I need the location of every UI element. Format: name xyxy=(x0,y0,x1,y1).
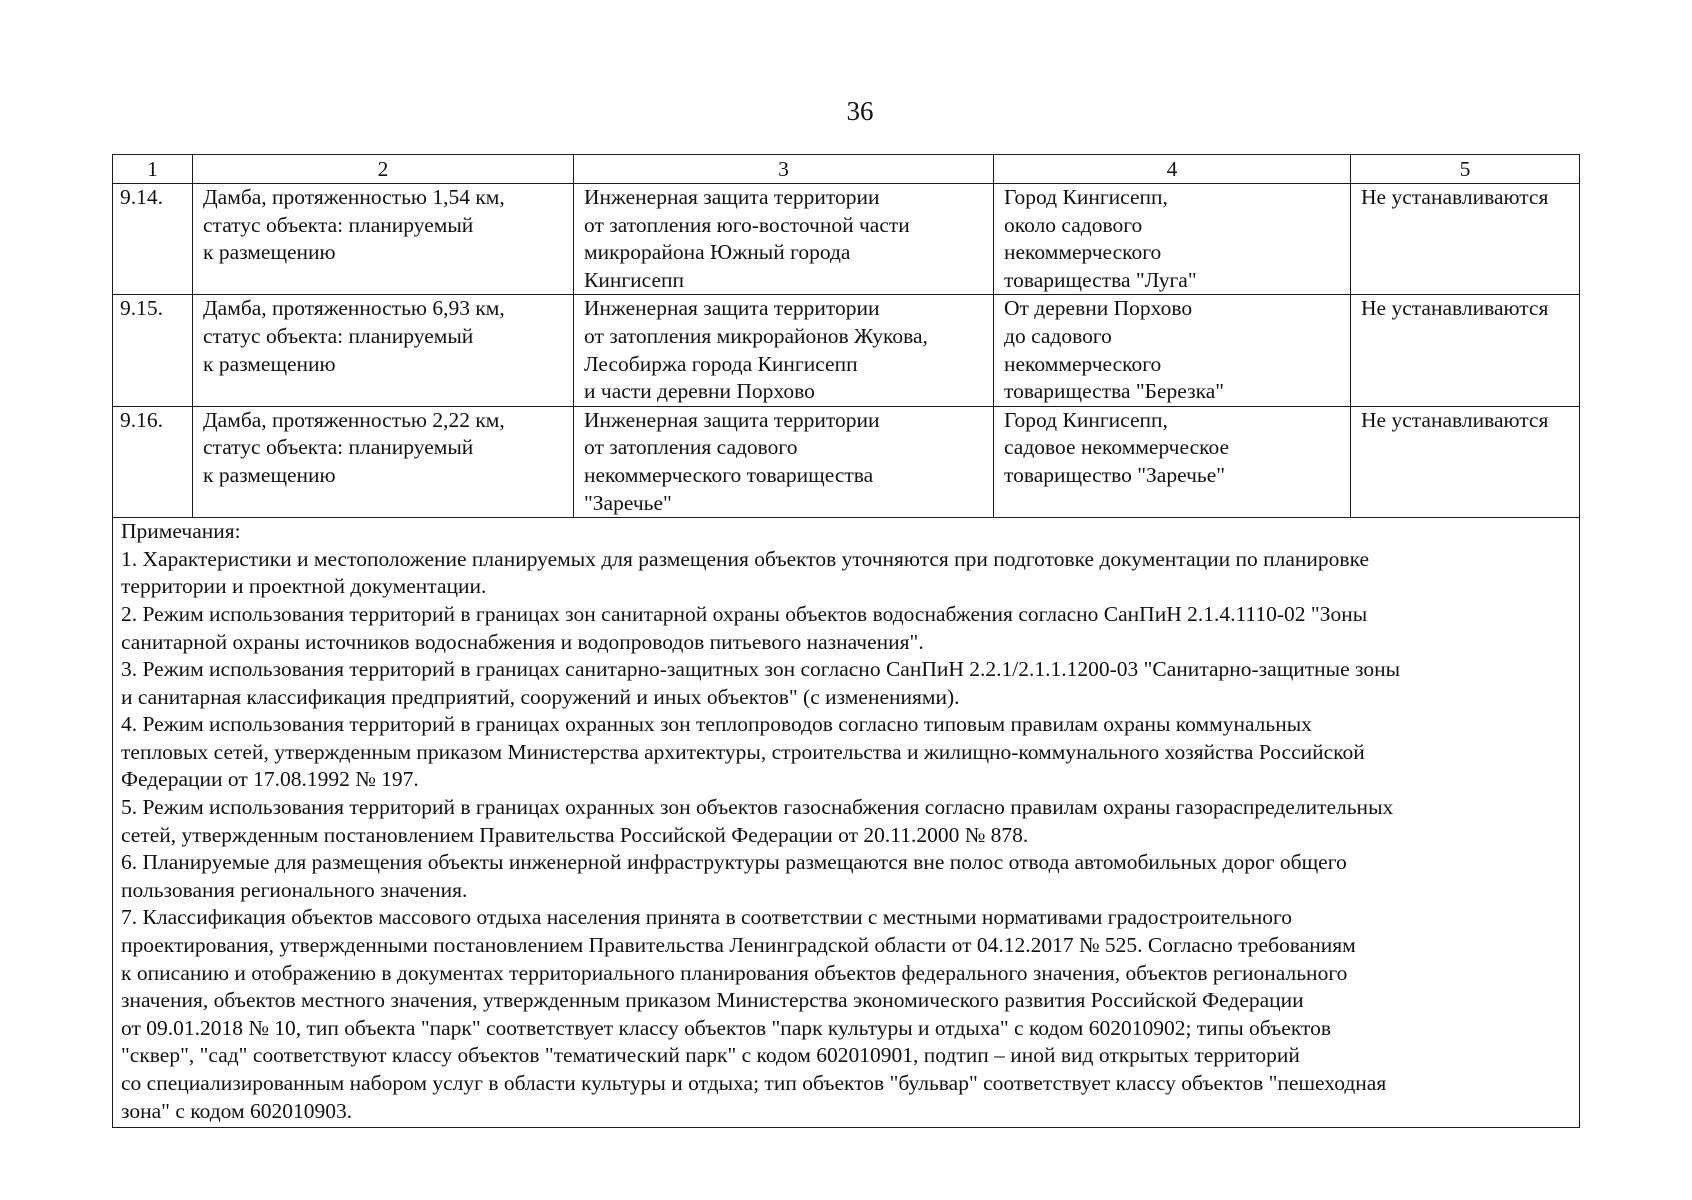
note-item xyxy=(121,601,1569,656)
note-item xyxy=(121,794,1569,849)
location-line: некоммерческого xyxy=(1004,240,1162,265)
location-line: товарищества "Березка" xyxy=(1004,379,1225,404)
location-line: до садового xyxy=(1004,323,1112,348)
note-item xyxy=(121,711,1569,794)
row-number: 9.16. xyxy=(113,406,193,517)
zones-cell: Не устанавливаются xyxy=(1351,406,1580,517)
object-line: Дамба, протяженностью 1,54 км, xyxy=(203,185,505,209)
location-line: около садового xyxy=(1004,212,1143,237)
purpose-line: от затопления садового xyxy=(584,435,798,460)
notes-row xyxy=(113,518,1580,1128)
note-line: Федерации от 17.08.1992 № 197. xyxy=(121,767,419,792)
object-line: статус объекта: планируемый xyxy=(203,212,474,237)
object-line: статус объекта: планируемый xyxy=(203,323,474,348)
note-item xyxy=(121,656,1569,711)
location-line: садовое некоммерческое xyxy=(1004,435,1230,460)
row-number: 9.15. xyxy=(113,295,193,406)
note-line: проектирования, утвержденными постановлением Правительства Ленинградской области от 04.12.2017 № 525. Согласно требованиям xyxy=(121,933,1356,958)
table-row xyxy=(113,295,1580,406)
note-line: к описанию и отображению в документах территориального планирования объектов федерального значения, объектов регионального xyxy=(121,960,1348,985)
location-cell xyxy=(994,295,1351,406)
object-line: Дамба, протяженностью 2,22 км, xyxy=(203,407,505,432)
purpose-cell xyxy=(574,406,994,517)
purpose-line: Инженерная защита территории xyxy=(584,296,880,321)
zones-cell: Не устанавливаются xyxy=(1351,295,1580,406)
purpose-cell xyxy=(574,184,994,295)
page-number: 36 xyxy=(846,96,874,126)
planned-objects-table xyxy=(112,154,1580,1128)
column-header: 4 xyxy=(994,155,1351,184)
table-row xyxy=(113,406,1580,517)
note-line: значения, объектов местного значения, утвержденным приказом Министерства экономического развития Российской Федерации xyxy=(121,988,1304,1013)
note-line: от 09.01.2018 № 10, тип объекта "парк" соответствует классу объектов "парк культуры и отдыха" с кодом 602010902; типы объектов xyxy=(121,1015,1332,1040)
note-line: пользования регионального значения. xyxy=(121,877,468,902)
column-header: 5 xyxy=(1351,155,1580,184)
purpose-line: от затопления микрорайонов Жукова, xyxy=(584,323,928,348)
location-line: товарищество "Заречье" xyxy=(1004,462,1226,487)
purpose-line: и части деревни Порхово xyxy=(584,379,815,404)
note-line: территории и проектной документации. xyxy=(121,574,487,599)
purpose-line: Кингисепп xyxy=(584,267,685,292)
note-line: санитарной охраны источников водоснабжения и водопроводов питьевого назначения". xyxy=(121,629,924,654)
location-line: От деревни Порхово xyxy=(1004,296,1193,321)
note-line: 2. Режим использования территорий в границах зон санитарной охраны объектов водоснабжения согласно СанПиН 2.1.4.1110-02 "Зоны xyxy=(121,601,1368,626)
notes-title: Примечания: xyxy=(121,519,241,544)
purpose-line: Инженерная защита территории xyxy=(584,185,880,209)
note-line: 1. Характеристики и местоположение планируемых для размещения объектов уточняются при подготовке документации по планировке xyxy=(121,546,1370,571)
location-cell xyxy=(994,184,1351,295)
zones-cell: Не устанавливаются xyxy=(1351,184,1580,295)
object-line: к размещению xyxy=(203,351,336,376)
notes-cell xyxy=(113,518,1580,1128)
row-number: 9.14. xyxy=(113,184,193,295)
purpose-line: от затопления юго-восточной части xyxy=(584,212,910,237)
object-line: к размещению xyxy=(203,240,336,265)
object-line: к размещению xyxy=(203,462,336,487)
note-line: и санитарная классификация предприятий, сооружений и иных объектов" (с изменениями). xyxy=(121,684,960,709)
purpose-line: Лесобиржа города Кингисепп xyxy=(584,351,858,376)
note-line: "сквер", "сад" соответствуют классу объектов "тематический парк" с кодом 602010901, подтип – иной вид открытых территорий xyxy=(121,1043,1300,1068)
note-item xyxy=(121,849,1569,904)
note-item xyxy=(121,904,1569,1125)
location-cell xyxy=(994,406,1351,517)
note-line: 6. Планируемые для размещения объекты инженерной инфраструктуры размещаются вне полос отвода автомобильных дорог общего xyxy=(121,850,1347,875)
object-cell xyxy=(193,406,574,517)
note-line: 3. Режим использования территорий в границах санитарно-защитных зон согласно СанПиН 2.2.1/2.1.1.1200-03 "Санитарно-защитные зоны xyxy=(121,657,1401,682)
purpose-line: некоммерческого товарищества xyxy=(584,462,874,487)
note-item xyxy=(121,546,1569,601)
column-header: 2 xyxy=(193,155,574,184)
column-header: 3 xyxy=(574,155,994,184)
object-cell xyxy=(193,295,574,406)
purpose-line: "Заречье" xyxy=(584,490,672,515)
note-line: 7. Классификация объектов массового отдыха населения принята в соответствии с местными нормативами градостроительного xyxy=(121,905,1293,930)
table-row xyxy=(113,184,1580,295)
purpose-line: Инженерная защита территории xyxy=(584,407,880,432)
note-line: зона" с кодом 602010903. xyxy=(121,1098,353,1123)
location-line: некоммерческого xyxy=(1004,351,1162,376)
location-line: Город Кингисепп, xyxy=(1004,185,1168,209)
object-line: статус объекта: планируемый xyxy=(203,435,474,460)
purpose-line: микрорайона Южный города xyxy=(584,240,851,265)
object-cell xyxy=(193,184,574,295)
column-header: 1 xyxy=(113,155,193,184)
note-line: со специализированным набором услуг в области культуры и отдыха; тип объектов "бульвар" соответствует классу объектов "пешеходная xyxy=(121,1071,1387,1095)
note-line: тепловых сетей, утвержденным приказом Министерства архитектуры, строительства и жилищно-коммунального хозяйства Российской xyxy=(121,739,1365,764)
table-header-row xyxy=(113,155,1580,184)
note-line: сетей, утвержденным постановлением Правительства Российской Федерации от 20.11.2000 № 878. xyxy=(121,822,1029,847)
purpose-cell xyxy=(574,295,994,406)
location-line: Город Кингисепп, xyxy=(1004,407,1168,432)
note-line: 4. Режим использования территорий в границах охранных зон теплопроводов согласно типовым правилам охраны коммунальных xyxy=(121,712,1312,737)
object-line: Дамба, протяженностью 6,93 км, xyxy=(203,296,505,321)
location-line: товарищества "Луга" xyxy=(1004,267,1197,292)
note-line: 5. Режим использования территорий в границах охранных зон объектов газоснабжения согласно правилам охраны газораспределительных xyxy=(121,795,1394,820)
